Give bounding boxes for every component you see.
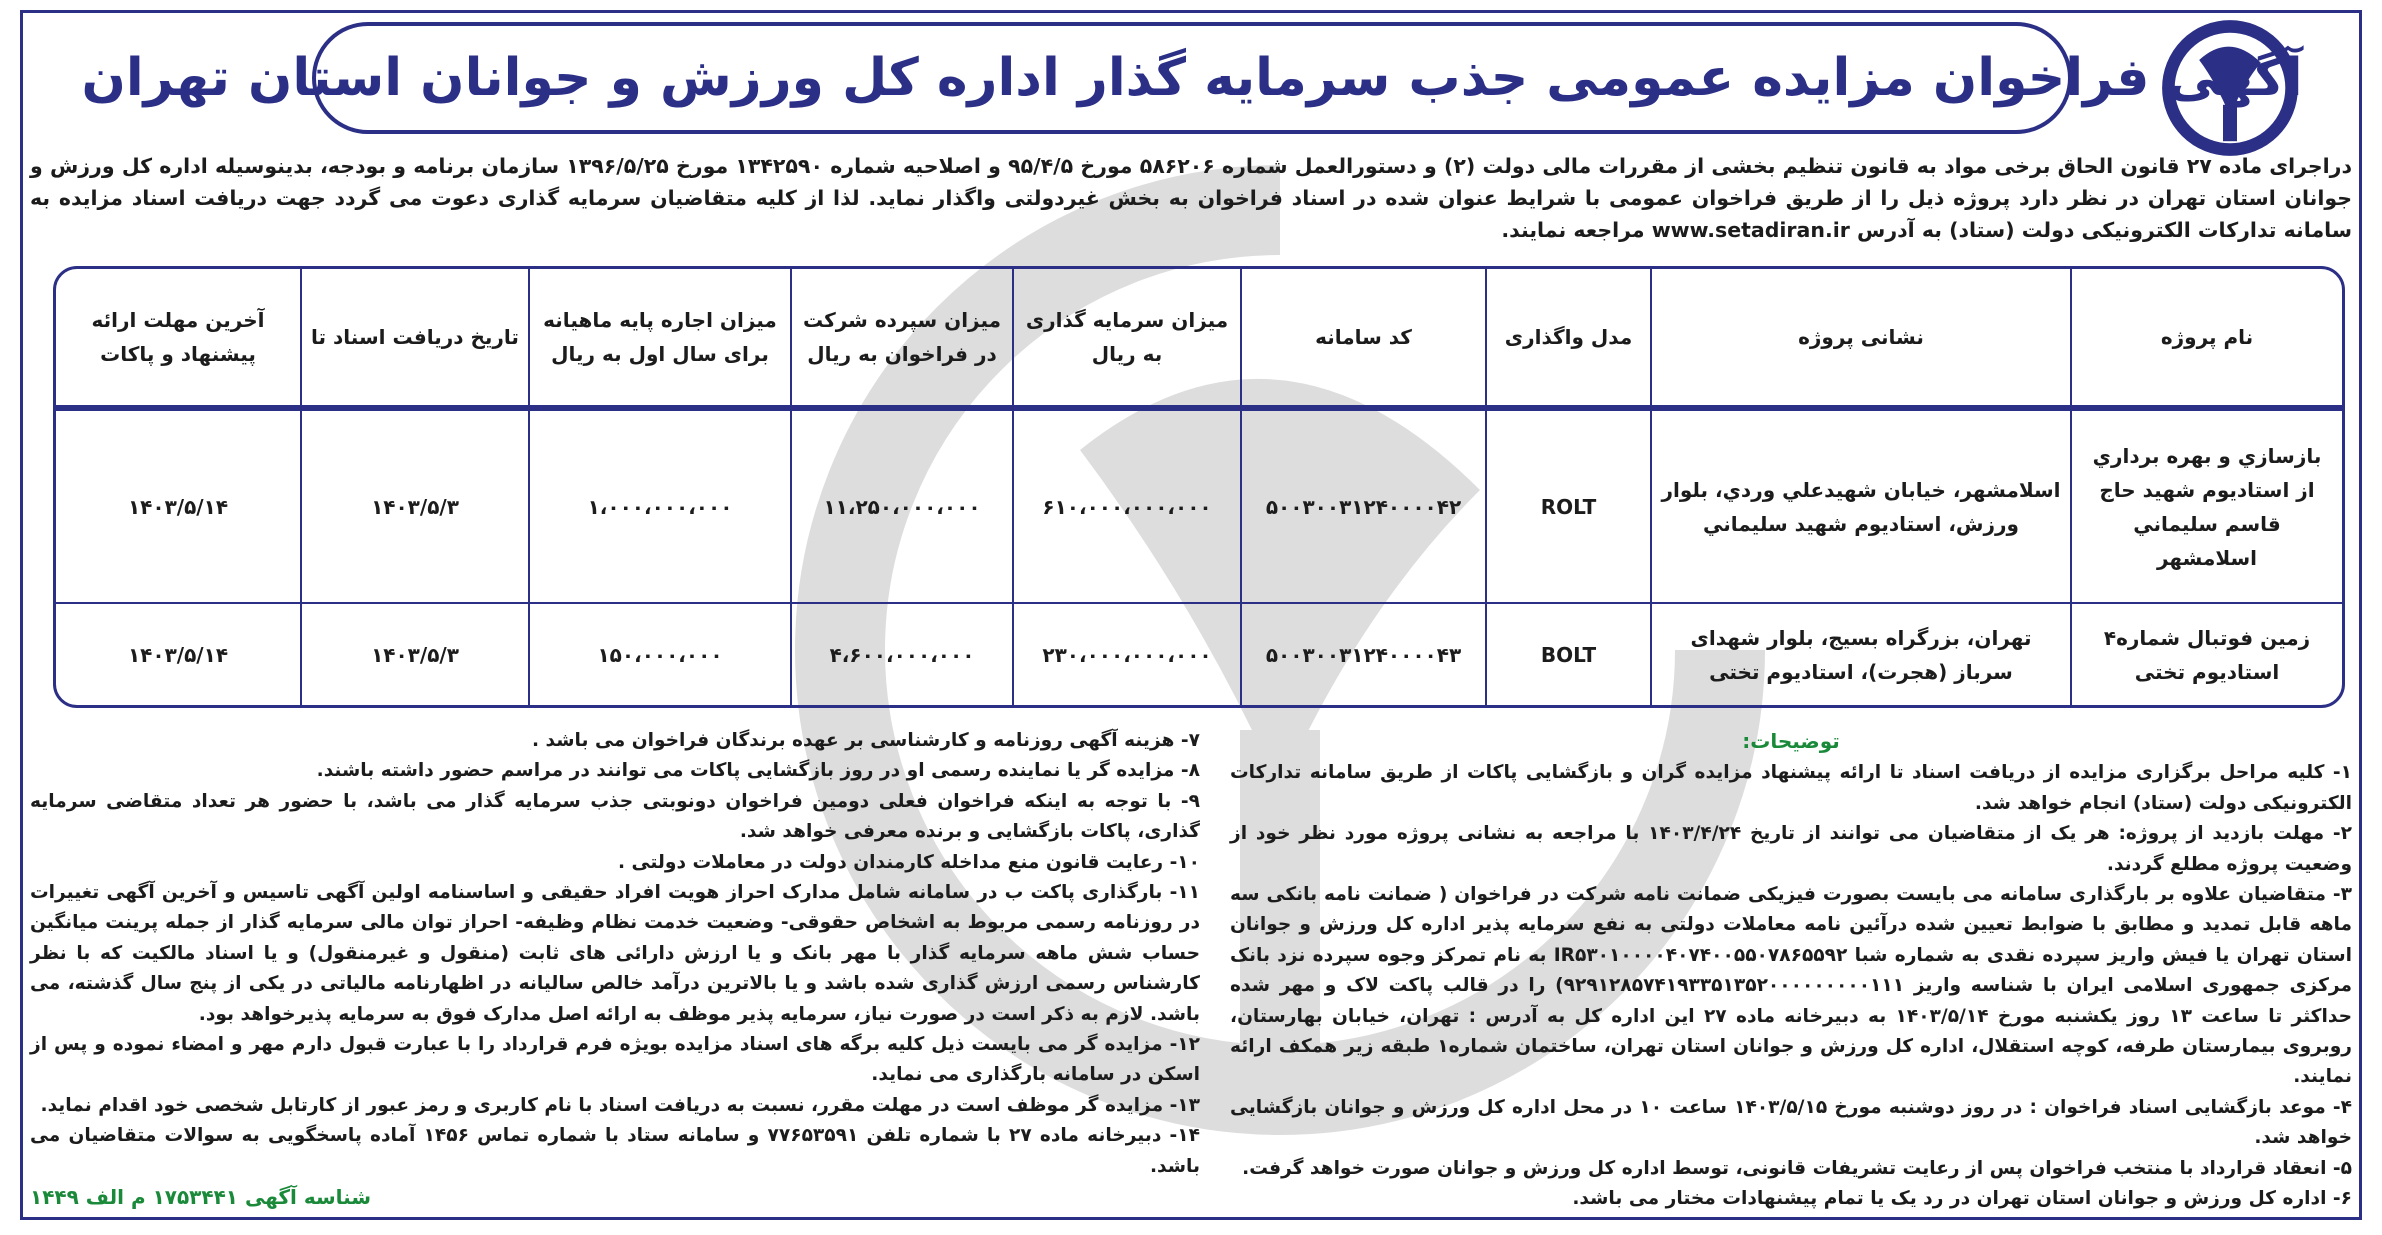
cell-deadline: ۱۴۰۳/۵/۱۴ — [127, 642, 229, 667]
note-item: ۱۱- بارگذاری پاکت ب در سامانه شامل مدارک احراز هویت افراد حقیقی و اساسنامه اولین آگهی تاسیس و آخرین آگهی تغییرات در روزنامه رسمی مربوط به اشخاص حقوقی- وضعیت خدمت نظام وظیفه- احراز توان مالی سرمایه گذار از جمله پرینت میانگین حساب شش ماهه سرمایه گذار با مهر بانک و یا ارزش دارائی های ثابت (منقول و غیرمنقول) و یا اسناد مالکیت که با نظر کارشناس رسمی ارزش گذاری شده باشد و یا بالاترین درآمد خالص سالیانه در اظهارنامه مالیاتی در یکی از پنج سال گذشته، می باشد. لازم به ذکر است در صورت نیاز، سرمایه پذیر موظف به ارائه اصل مدارک فوق به سرمایه پذیرخواهد بود. — [30, 882, 1200, 1025]
cell-model: BOLT — [1485, 604, 1650, 705]
note-item: ۱۲- مزایده گر می بایست ذیل کلیه برگه های اسناد مزایده بویژه فرم قرارداد را با عبارت قبول دارم مهر و امضاء نموده و پس از اسکن در سامانه بارگذاری می نماید. — [30, 1034, 1200, 1086]
note-item: ۵- انعقاد قرارداد با منتخب فراخوان پس از رعایت تشریفات قانونی، توسط اداره کل ورزش و جوانان صورت خواهد گرفت. — [1242, 1157, 2352, 1179]
header-system-code: کد سامانه — [1240, 269, 1485, 411]
cell-system-code: ۵۰۰۳۰۰۳۱۲۴۰۰۰۰۴۲ — [1240, 411, 1485, 604]
cell-investment: ۶۱۰،۰۰۰،۰۰۰،۰۰۰ — [1012, 411, 1240, 604]
cell-doc-date: ۱۴۰۳/۵/۳ — [300, 411, 528, 604]
cell-project-name: زمین فوتبال شماره۴ استادیوم تختی — [2070, 604, 2342, 705]
note-item: ۲- مهلت بازدید از پروژه: هر یک از متقاضیان می توانند از تاریخ ۱۴۰۳/۴/۲۴ با مراجعه به نشانی پروژه مورد نظر خود از وضعیت پروژه مطلع گردند. — [1230, 823, 2352, 875]
note-item: ۱۳- مزایده گر موظف است در مهلت مقرر، نسبت به دریافت اسناد با نام کاربری و رمز عبور از کارتابل شخصی خود اقدام نماید. — [40, 1094, 1200, 1116]
cell-doc-date: ۱۴۰۳/۵/۳ — [300, 604, 528, 705]
cell-investment: ۲۳۰،۰۰۰،۰۰۰،۰۰۰ — [1012, 604, 1240, 705]
header-deposit: میزان سپرده شرکت در فراخوان به ریال — [790, 269, 1012, 411]
cell-rent: ۱،۰۰۰،۰۰۰،۰۰۰ — [528, 411, 790, 604]
projects-table — [53, 266, 2345, 708]
note-item: ۶- اداره کل ورزش و جوانان استان تهران در رد یک یا تمام پیشنهادات مختار می باشد. — [1572, 1188, 2352, 1210]
header-rent: میزان اجاره پایه ماهیانه برای سال اول به ریال — [528, 269, 790, 411]
intro-line: الکترونیکی دولت (ستاد) به آدرس www.setadiran.ir مراجعه نمایند. — [1501, 218, 2191, 242]
notes-title: توضیحات: — [1742, 729, 1840, 753]
cell-deadline: ۱۴۰۳/۵/۱۴ — [56, 411, 300, 604]
title-box — [81, 22, 2303, 134]
notes-right-column — [1230, 726, 2352, 1215]
cell-address: تهران، بزرگراه بسيج، بلوار شهدای سرباز (هجرت)، استادیوم تختی — [1650, 604, 2070, 705]
cell-model: ROLT — [1485, 411, 1650, 604]
note-item: ۸- مزایده گر یا نماینده رسمی او در روز بازگشایی پاکات می توانند در مراسم حضور داشته باشند. — [316, 760, 1200, 782]
cell-system-code: ۵۰۰۳۰۰۳۱۲۴۰۰۰۰۴۳ — [1240, 604, 1485, 705]
note-item: ۱- کلیه مراحل برگزاری مزایده از دریافت اسناد تا ارائه پیشنهاد مزایده گران و بازگشایی پاکات از طریق سامانه تدارکات الکترونیکی دولت (ستاد) انجام خواهد شد. — [1230, 762, 2352, 814]
table-row — [56, 411, 2342, 604]
note-item: ۴- موعد بازگشایی اسناد فراخوان : در روز دوشنبه مورخ ۱۴۰۳/۵/۱۵ ساعت ۱۰ در محل اداره کل ورزش و جوانان بازگشایی خواهد شد. — [1230, 1096, 2352, 1149]
cell-rent: ۱۵۰،۰۰۰،۰۰۰ — [528, 604, 790, 705]
header-model: مدل واگذاری — [1485, 269, 1650, 411]
cell-address: اسلامشهر، خيابان شهيدعلي وردي، بلوار ورزش، استاديوم شهيد سليماني — [1650, 411, 2070, 604]
header-doc-date: تاریخ دریافت اسناد تا — [300, 269, 528, 411]
header-project-name: نام پروژه — [2070, 269, 2342, 411]
page-title: آگهی فراخوان مزایده عمومی جذب سرمایه گذار اداره کل ورزش و جوانان استان تهران — [81, 48, 2303, 108]
header-investment: میزان سرمایه گذاری به ریال — [1012, 269, 1240, 411]
cell-deposit: ۱۱،۲۵۰،۰۰۰،۰۰۰ — [790, 411, 1012, 604]
notes-left-column — [30, 726, 1200, 1213]
table-row — [56, 604, 2342, 705]
note-item: ۳- متقاضیان علاوه بر بارگذاری سامانه می بایست بصورت فیزیکی ضمانت نامه شرکت در فراخوان ( ضمانت نامه بانکی سه ماهه قابل تمدید و مطابق با ضوابط تعیین شده درآئین نامه معاملات دولتی به نفع سرمایه پذیر اداره کل ورزش و جوانان استان تهران یا فیش واریز سپرده نقدی به شماره شبا IR۵۳۰۱۰۰۰۰۴۰۷۴۰۰۵۵۰۷۸۶۵۵۹۲ به نام تمرکز وجوه سپرده نزد بانک مرکزی جمهوری اسلامی ایران با شناسه واریز ۹۲۹۱۲۸۵۷۴۱۹۳۳۵۱۳۵۲۰۰۰۰۰۰۰۰۰۱۱۱) را در قالب پاکت لاک و مهر شده حداکثر تا ساعت ۱۳ روز یکشنبه مورخ ۱۴۰۳/۵/۱۴ به دبیرخانه ماده ۲۷ این اداره کل به آدرس : تهران، خیابان بهارستان، روبروی بیمارستان طرفه، کوچه استقلال، اداره کل ورزش و جوانان استان تهران، ساختمان شماره۱ طبقه زیر همکف ارائه نمایند. — [1230, 884, 2353, 1088]
ad-identifier: شناسه آگهی ۱۷۵۳۴۴۱ م الف ۱۴۴۹ — [30, 1185, 372, 1210]
note-item: ۱۰- رعایت قانون منع مداخله کارمندان دولت در معاملات دولتی . — [617, 851, 1200, 873]
intro-line: دراجرای ماده ۲۷ قانون الحاق برخی مواد به قانون تنظیم بخشی از مقررات مالی دولت (۲) و دستورالعمل شماره ۵۸۶۲۰۶ مورخ ۹۵/۴/۵ و اصلاحیه شماره ۱۳۴۲۵۹۰ مورخ ۱۳۹۶/۵/۲۵ سازمان برنامه و بودجه، بدینوسیله اداره کل ورزش و جوانان — [30, 154, 2353, 210]
note-item: ۱۴- دبیرخانه ماده ۲۷ با شماره تلفن ۷۷۶۵۳۵۹۱ و سامانه ستاد با شماره تماس ۱۴۵۶ آماده پاسخگویی به سوالات متقاضیان می باشد. — [30, 1125, 1200, 1177]
table-header-row — [56, 269, 2342, 411]
intro-paragraph — [30, 150, 2352, 246]
note-item: ۷- هزینه آگهی روزنامه و کارشناسی بر عهده برندگان فراخوان می باشد . — [531, 730, 1200, 751]
header-deadline: آخرین مهلت ارائه پیشنهاد و پاکات — [56, 269, 300, 411]
intro-line: استان تهران در نظر دارد پروژه ذیل را از طریق فراخوان عمومی با شرایط عنوان شده در اسناد فراخوان به بخش غیردولتی واگذار نماید. لذا از کلیه متقاضیان سرمایه گذاری دعوت می گردد جهت دریافت اسناد مزایده به سامانه تدارکات — [30, 186, 2352, 242]
cell-deposit: ۴،۶۰۰،۰۰۰،۰۰۰ — [790, 604, 1012, 705]
header-address: نشانی پروژه — [1650, 269, 2070, 411]
note-item: ۹- با توجه به اینکه فراخوان فعلی دومین فراخوان دونوبتی جذب سرمایه گذار می باشد، با حضور هر تعداد متقاضی سرمایه گذاری، پاکات بازگشایی و برنده معرفی خواهد شد. — [30, 790, 1200, 843]
cell-project-name: بازسازي و بهره برداري از استاديوم شهيد حاج قاسم سليماني اسلامشهر — [2070, 411, 2342, 604]
